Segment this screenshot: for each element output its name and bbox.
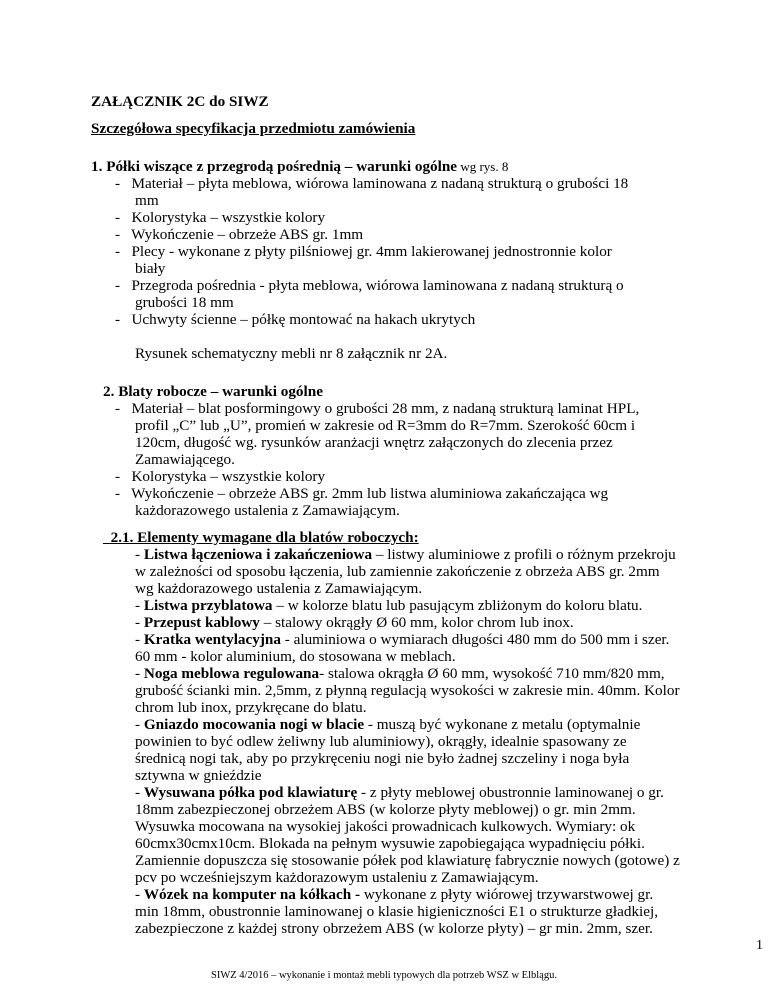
s2-material-cont-2: 120cm, długość wg. rysunków aranżacji wnętrz załączonych do zlecenia przez: [135, 434, 613, 451]
item-keyboard-tray-l4: 60cmx30cmx10cm. Blokada na pełnym wysuwie zapobiegająca wypadnięciu półki.: [135, 835, 645, 852]
s1-back: - Plecy - wykonane z płyty pilśniowej gr. 4mm lakierowanej jednostronnie kolor: [115, 243, 612, 260]
s2-finish: - Wykończenie – obrzeże ABS gr. 2mm lub listwa aluminiowa zakańczająca wg: [115, 485, 609, 502]
item-leg-socket-l3: średnicą nogi tak, aby po przykręceniu nogi nie było żadnej szczeliny i noga była: [135, 750, 630, 767]
item-keyboard-tray: - Wysuwana półka pod klawiaturę - z płyty meblowej obustronnie laminowanej o gr.: [135, 784, 664, 801]
page-number: 1: [756, 938, 763, 953]
s1-divider-cont: grubości 18 mm: [135, 294, 234, 311]
s2-material: - Materiał – blat posformingowy o grubości 28 mm, z nadaną strukturą laminat HPL,: [115, 400, 640, 417]
item-computer-cart: - Wózek na komputer na kółkach - wykonane z płyty wiórowej trzywarstwowej gr.: [135, 886, 654, 903]
section-2-heading: 2. Blaty robocze – warunki ogólne: [103, 383, 323, 400]
s2-finish-cont: każdorazowego ustalenia z Zamawiającym.: [135, 502, 400, 519]
item-adjustable-leg-l2: grubość ścianki min. 2,5mm, z płynną regulacją wysokości w zakresie min. 40mm. Kolor: [135, 682, 680, 699]
s1-color: - Kolorystyka – wszystkie kolory: [115, 209, 326, 226]
item-leg-socket-l4: sztywna w gnieździe: [135, 767, 262, 784]
item-adjustable-leg: - Noga meblowa regulowana- stalowa okrągła Ø 60 mm, wysokość 710 mm/820 mm,: [135, 665, 665, 682]
page-footer: SIWZ 4/2016 – wykonanie i montaż mebli typowych dla potrzeb WSZ w Elblągu.: [211, 970, 557, 981]
section-2-1-heading: 2.1. Elementy wymagane dla blatów roboczych:: [103, 529, 419, 546]
s1-material-cont: mm: [135, 192, 159, 209]
s1-material: - Materiał – płyta meblowa, wiórowa laminowana z nadaną strukturą o grubości 18: [115, 175, 629, 192]
s2-material-cont-3: Zamawiającego.: [135, 451, 235, 468]
item-keyboard-tray-l3: Wysuwka mocowana na wysokiej jakości prowadnicach kulkowych. Wymiary: ok: [135, 818, 636, 835]
s2-color: - Kolorystyka – wszystkie kolory: [115, 468, 326, 485]
s1-finish: - Wykończenie – obrzeże ABS gr. 1mm: [115, 226, 364, 243]
s1-divider: - Przegroda pośrednia - płyta meblowa, wiórowa laminowana z nadaną strukturą o: [115, 277, 624, 294]
page-subtitle: Szczegółowa specyfikacja przedmiotu zamówienia: [91, 120, 416, 137]
item-computer-cart-l3: zabezpieczone z każdej strony obrzeżem ABS (w kolorze płyty) – gr min. 2mm, szer.: [135, 920, 653, 937]
item-computer-cart-l2: min 18mm, obustronnie laminowanej o klasie higieniczności E1 o strukturze gładkiej,: [135, 903, 659, 920]
s2-material-cont-1: profil „C” lub „U”, promień w zakresie od R=3mm do R=7mm. Szerokość 60cm i: [135, 417, 636, 434]
item-joining-strip: - Listwa łączeniowa i zakańczeniowa – listwy aluminiowe z profili o różnym przekroju: [135, 546, 676, 563]
item-adjustable-leg-l3: chrom lub inox, przykręcane do blatu.: [135, 699, 367, 716]
item-keyboard-tray-l5: Zamiennie dopuszcza się stosowanie półek pod klawiaturę fabrycznie nowych (gotowe) z: [135, 852, 680, 869]
section-1-heading: 1. Półki wiszące z przegrodą pośrednią – warunki ogólne wg rys. 8: [91, 158, 509, 175]
item-vent-grille-l2: 60 mm - kolor aluminium, do stosowana w meblach.: [135, 648, 456, 665]
page-title: ZAŁĄCZNIK 2C do SIWZ: [91, 93, 269, 110]
item-countertop-strip: - Listwa przyblatowa – w kolorze blatu lub pasującym zbliżonym do koloru blatu.: [135, 597, 643, 614]
item-joining-strip-l3: wg każdorazowego ustalenia z Zamawiającym.: [135, 580, 423, 597]
item-keyboard-tray-l6: pcv po wcześniejszym każdorazowym ustaleniu z Zamawiającym.: [135, 869, 539, 886]
item-leg-socket-l2: powinien to być odlew żeliwny lub aluminiowy), okrągły, idealnie spasowany ze: [135, 733, 627, 750]
item-vent-grille: - Kratka wentylacyjna - aluminiowa o wymiarach długości 480 mm do 500 mm i szer.: [135, 631, 670, 648]
item-cable-grommet: - Przepust kablowy – stalowy okrągły Ø 60 mm, kolor chrom lub inox.: [135, 614, 574, 631]
s1-drawing-note: Rysunek schematyczny mebli nr 8 załącznik nr 2A.: [135, 345, 448, 362]
s1-back-cont: biały: [135, 260, 166, 277]
item-leg-socket: - Gniazdo mocowania nogi w blacie - muszą być wykonane z metalu (optymalnie: [135, 716, 641, 733]
s1-mounts: - Uchwyty ścienne – półkę montować na hakach ukrytych: [115, 311, 476, 328]
item-joining-strip-l2: w zależności od sposobu łączenia, lub zamiennie zakończenie z obrzeża ABS gr. 2mm: [135, 563, 660, 580]
item-keyboard-tray-l2: 18mm zabezpieczonej obrzeżem ABS (w kolorze płyty meblowej) o gr. min 2mm.: [135, 801, 636, 818]
